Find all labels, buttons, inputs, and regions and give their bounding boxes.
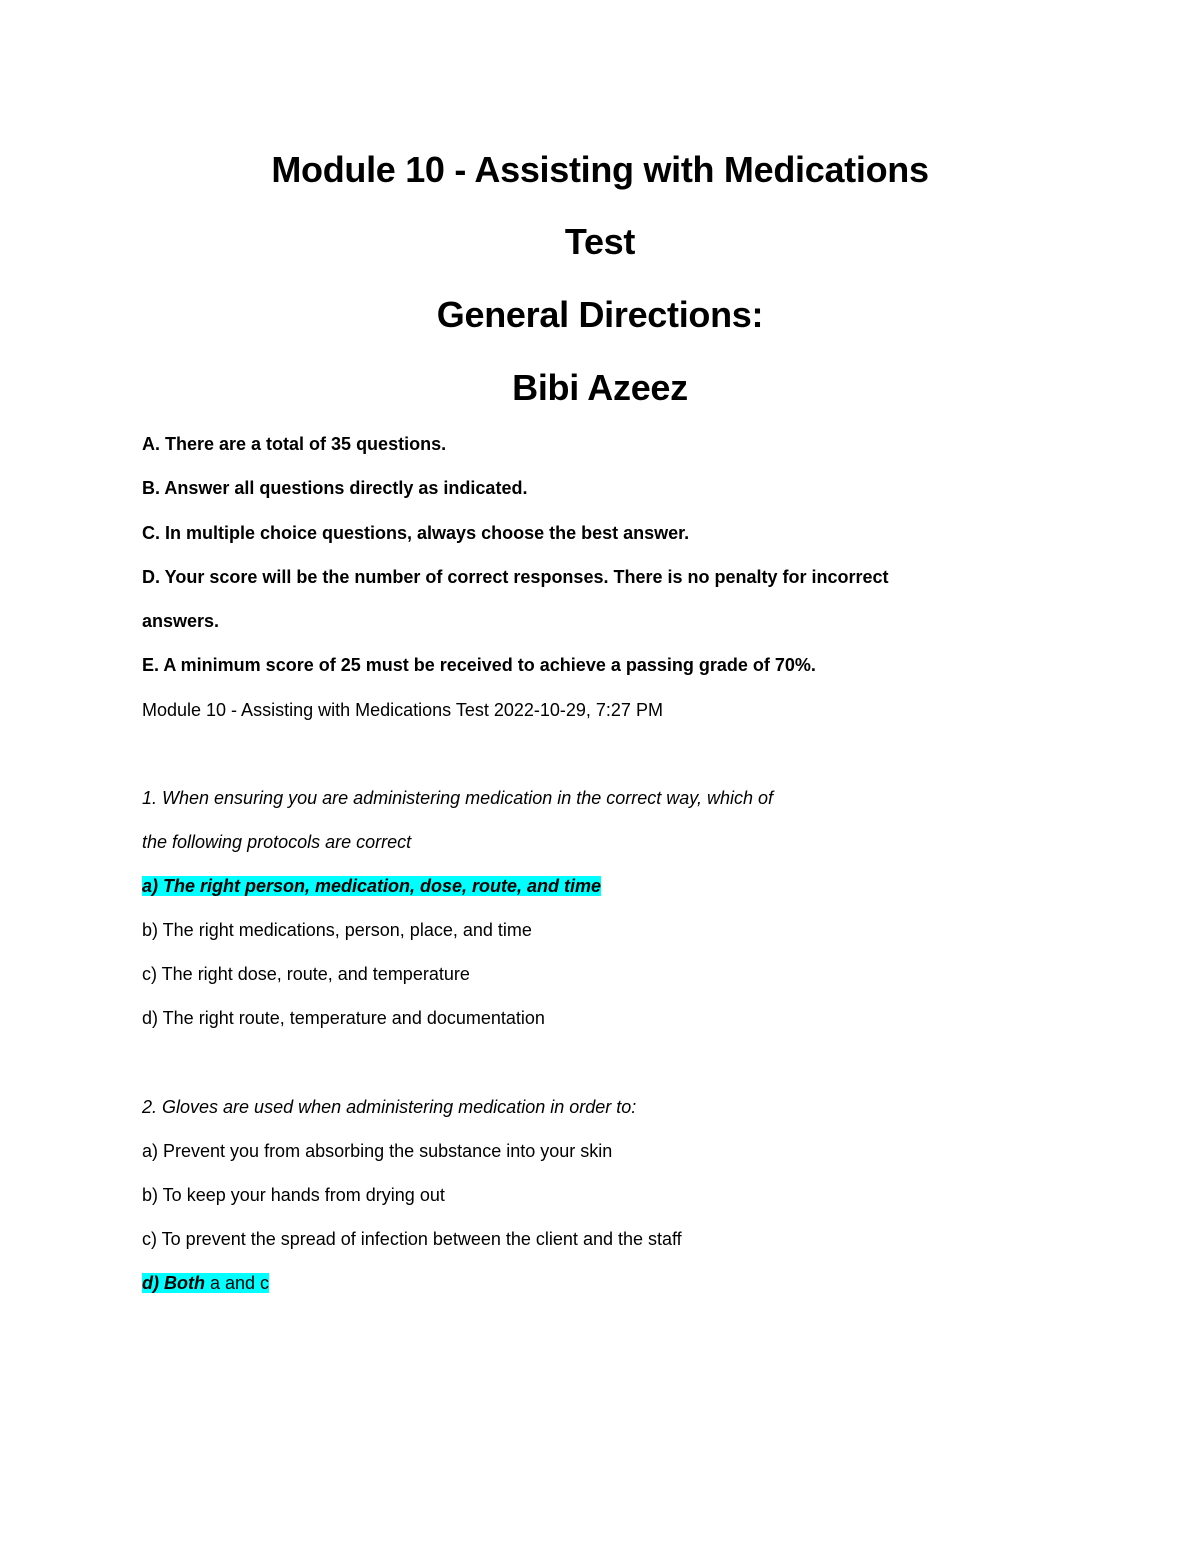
direction-d-continued: answers. bbox=[142, 611, 220, 631]
question-2-option-d bbox=[142, 1270, 269, 1296]
direction-a: A. There are a total of 35 questions. bbox=[142, 434, 447, 454]
direction-e: E. A minimum score of 25 must be received to achieve a passing grade of 70%. bbox=[142, 655, 816, 675]
test-timestamp: Module 10 - Assisting with Medications Test 2022-10-29, 7:27 PM bbox=[142, 700, 663, 720]
question-1-option-b: b) The right medications, person, place, and time bbox=[142, 920, 532, 940]
question-2-prompt: 2. Gloves are used when administering medication in order to: bbox=[142, 1097, 637, 1117]
correct-answer-highlight: a) The right person, medication, dose, route, and time bbox=[142, 876, 602, 896]
student-name: Bibi Azeez bbox=[512, 367, 688, 408]
direction-b: B. Answer all questions directly as indicated. bbox=[142, 478, 528, 498]
document-title-test: Test bbox=[564, 221, 636, 262]
question-2-option-d-suffix: a and c bbox=[204, 1273, 270, 1293]
correct-answer-highlight-2 bbox=[142, 1273, 269, 1293]
question-1-option-c: c) The right dose, route, and temperature bbox=[142, 964, 470, 984]
question-1-prompt: 1. When ensuring you are administering medication in the correct way, which of bbox=[142, 788, 773, 808]
question-1-option-d: d) The right route, temperature and documentation bbox=[142, 1008, 545, 1028]
question-1-prompt-continued: the following protocols are correct bbox=[142, 832, 412, 852]
document-title: Module 10 - Assisting with Medications bbox=[271, 149, 929, 190]
question-1-option-a bbox=[142, 873, 601, 899]
question-2-option-b: b) To keep your hands from drying out bbox=[142, 1185, 445, 1205]
question-2-option-c: c) To prevent the spread of infection between the client and the staff bbox=[142, 1229, 682, 1249]
section-heading-directions: General Directions: bbox=[436, 294, 764, 335]
direction-c: C. In multiple choice questions, always choose the best answer. bbox=[142, 523, 690, 543]
question-2-option-a: a) Prevent you from absorbing the substance into your skin bbox=[142, 1141, 613, 1161]
question-2-option-d-prefix: d) Both bbox=[142, 1273, 205, 1293]
direction-d: D. Your score will be the number of correct responses. There is no penalty for incorrect bbox=[142, 567, 889, 587]
